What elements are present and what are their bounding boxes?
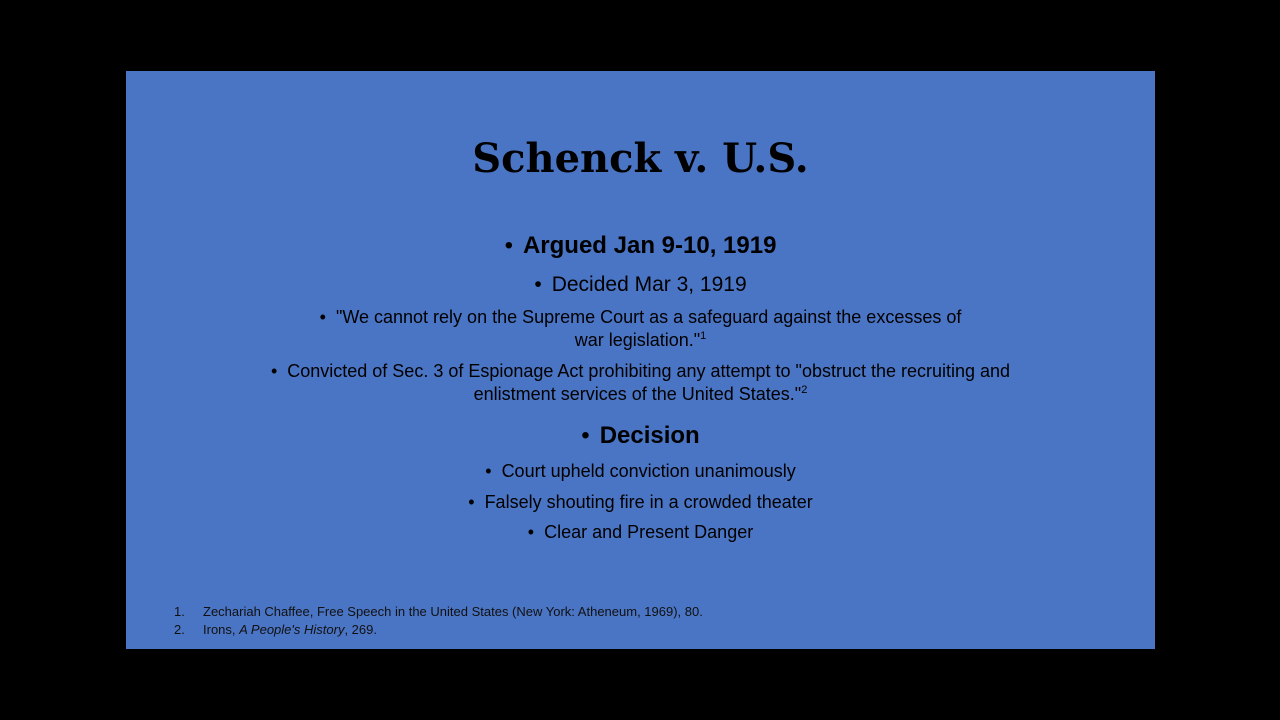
bullet-quote-line1 — [320, 306, 962, 329]
bullet-argued — [126, 231, 1155, 261]
bullet-quote-line2 — [320, 329, 962, 352]
footnote-ref-2: 2 — [801, 384, 808, 396]
footnote-author: Irons, — [203, 622, 240, 637]
bullet-convicted — [126, 360, 1155, 406]
footnote-text: Zechariah Chaffee, Free Speech in the United States (New York: Atheneum, 1969), 80. — [203, 604, 703, 619]
footnote-page: , 269. — [344, 622, 377, 637]
bullet-decided-text: Decided Mar 3, 1919 — [551, 273, 747, 296]
bullet-upheld — [126, 460, 1155, 483]
bullet-convicted-text-line1: Convicted of Sec. 3 of Espionage Act prohibiting any attempt to "obstruct the recruiting and — [287, 361, 1011, 381]
bullet-quote-text-line1: "We cannot rely on the Supreme Court as a safeguard against the excesses of — [335, 307, 962, 327]
bullet-quote-text-line2: war legislation." — [574, 330, 701, 350]
footnote-book-title: A People's History — [239, 622, 345, 637]
bullet-convicted-text-line2: enlistment services of the United States." — [473, 384, 802, 404]
bullet-icon: • — [527, 522, 535, 542]
bullet-fire — [126, 491, 1155, 514]
footnotes — [174, 603, 703, 639]
bullet-decided — [126, 272, 1155, 298]
footnote-number: 1. — [174, 604, 185, 619]
bullet-clear-present — [126, 521, 1155, 544]
bullet-convicted-line2 — [271, 383, 1010, 406]
presentation-slide — [126, 71, 1155, 649]
bullet-icon: • — [485, 461, 492, 481]
bullet-icon: • — [270, 361, 278, 381]
bullet-upheld-text: Court upheld conviction unanimously — [501, 461, 796, 481]
bullet-icon: • — [468, 492, 475, 512]
slide-title: Schenck v. U.S. — [472, 135, 809, 182]
bullet-argued-text: Argued Jan 9-10, 1919 — [522, 232, 777, 259]
bullet-clear-present-text: Clear and Present Danger — [544, 522, 754, 542]
bullet-decision — [126, 421, 1155, 451]
footnote-text — [203, 621, 377, 639]
bullet-icon: • — [504, 232, 513, 259]
bullet-fire-text: Falsely shouting fire in a crowded theater — [484, 492, 813, 512]
bullet-icon: • — [319, 307, 326, 327]
footnote-1 — [174, 603, 703, 621]
footnote-number: 2. — [174, 622, 185, 637]
footnote-2 — [174, 621, 703, 639]
bullet-quote — [126, 306, 1155, 352]
bullet-decision-text: Decision — [599, 422, 700, 449]
bullet-icon: • — [534, 273, 542, 296]
footnote-ref-1: 1 — [700, 330, 707, 342]
bullet-icon: • — [581, 422, 590, 449]
bullet-convicted-line1 — [271, 360, 1010, 383]
